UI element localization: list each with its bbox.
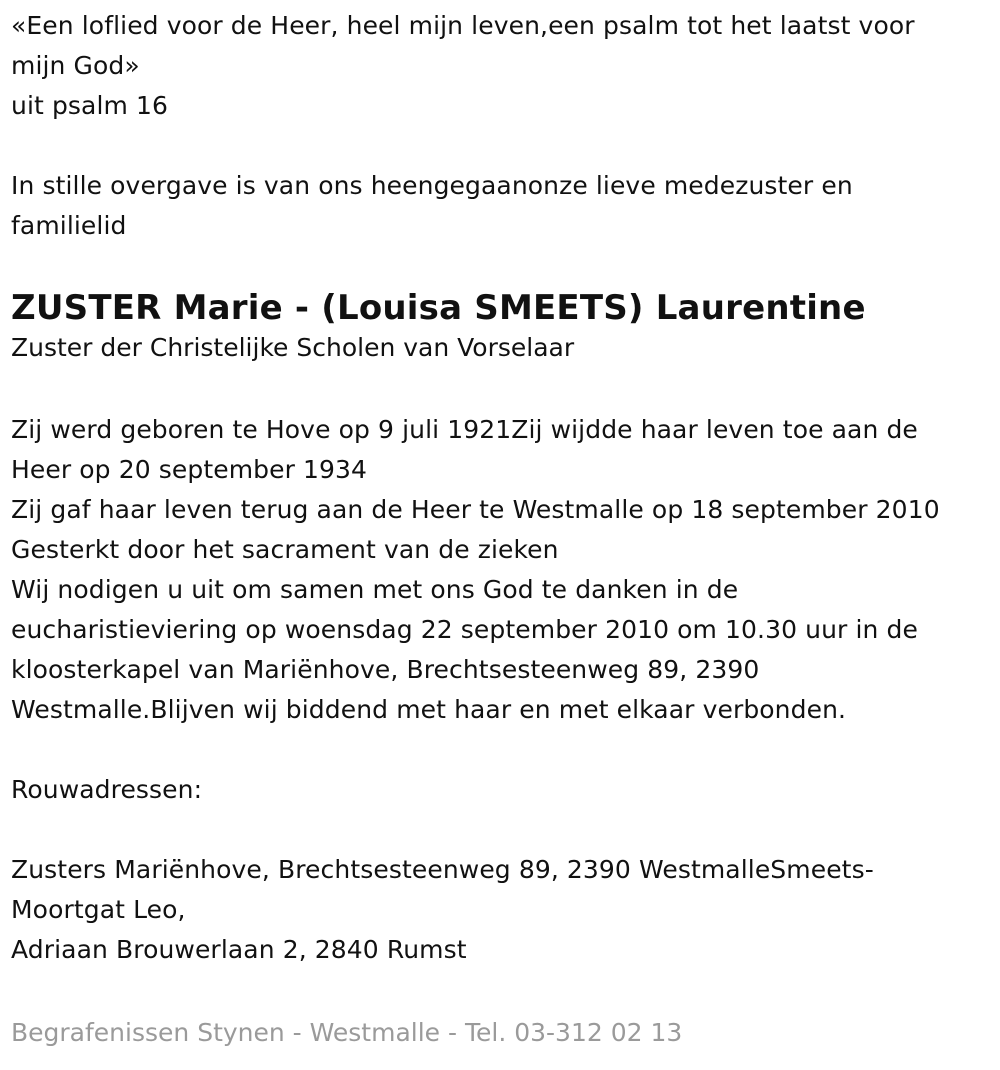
spacer [11, 810, 996, 850]
address-line-2: Moortgat Leo, [11, 895, 186, 924]
details-line-6: eucharistieviering op woensdag 22 september 2010 om 10.30 uur in de [11, 615, 918, 644]
funeral-home-footer: Begrafenissen Stynen - Westmalle - Tel. 03-312 02 13 [11, 1018, 683, 1047]
address-line-1: Zusters Mariënhove, Brechtsesteenweg 89, 2390 WestmalleSmeets- [11, 855, 874, 884]
deceased-congregation: Zuster der Christelijke Scholen van Vorselaar [11, 333, 575, 362]
quote-line-2: mijn God» [11, 51, 140, 80]
details-line-5: Wij nodigen u uit om samen met ons God te danken in de [11, 575, 739, 604]
life-details [11, 410, 996, 730]
announcement-line-2: familielid [11, 211, 127, 240]
quote-source: uit psalm 16 [11, 91, 169, 120]
address-line-3: Adriaan Brouwerlaan 2, 2840 Rumst [11, 935, 467, 964]
details-line-3: Zij gaf haar leven terug aan de Heer te Westmalle op 18 september 2010 [11, 495, 940, 524]
psalm-quote [11, 6, 996, 126]
details-line-8: Westmalle.Blijven wij biddend met haar en met elkaar verbonden. [11, 695, 847, 724]
details-line-4: Gesterkt door het sacrament van de zieken [11, 535, 559, 564]
details-line-1: Zij werd geboren te Hove op 9 juli 1921Zij wijdde haar leven toe aan de [11, 415, 918, 444]
spacer [11, 246, 996, 282]
announcement [11, 166, 996, 246]
announcement-line-1: In stille overgave is van ons heengegaanonze lieve medezuster en [11, 171, 853, 200]
details-line-7: kloosterkapel van Mariënhove, Brechtsesteenweg 89, 2390 [11, 655, 760, 684]
details-line-2: Heer op 20 september 1934 [11, 455, 368, 484]
obituary-notice [11, 6, 996, 970]
spacer [11, 730, 996, 770]
deceased-name: ZUSTER Marie - (Louisa SMEETS) Laurentine [11, 288, 866, 328]
mourning-addresses [11, 850, 996, 970]
spacer [11, 366, 996, 410]
addresses-heading: Rouwadressen: [11, 775, 203, 804]
spacer [11, 126, 996, 166]
quote-line-1: «Een loflied voor de Heer, heel mijn leven,een psalm tot het laatst voor [11, 11, 915, 40]
